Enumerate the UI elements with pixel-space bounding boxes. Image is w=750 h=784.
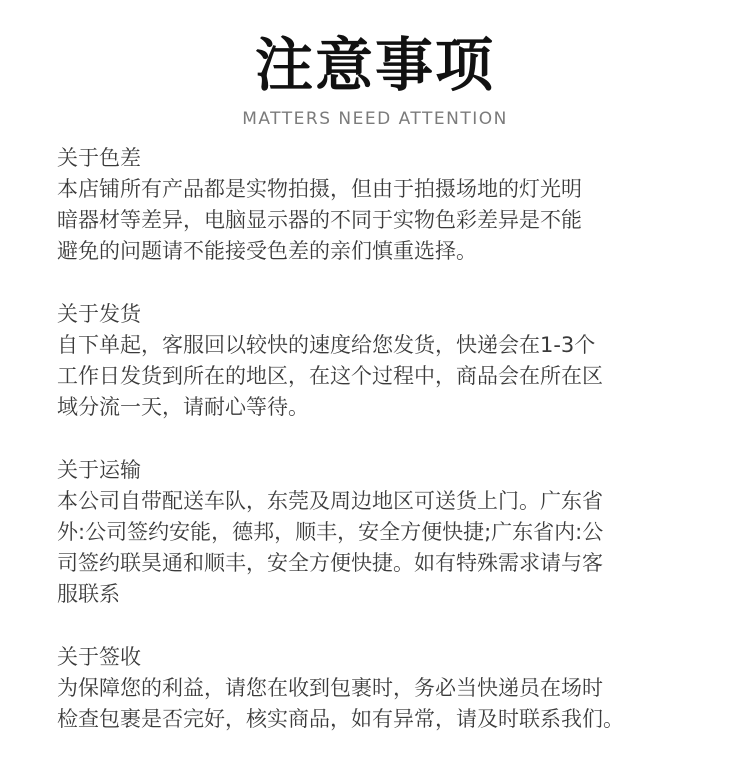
section-line: 外:公司签约安能，德邦，顺丰，安全方便快捷;广东省内:公: [57, 520, 604, 544]
section-line: 本公司自带配送车队，东莞及周边地区可送货上门。广东省: [57, 489, 603, 513]
section-line: 司签约联昊通和顺丰，安全方便快捷。如有特殊需求请与客: [57, 551, 603, 575]
section-transport: [57, 455, 737, 610]
section-heading: 关于色差: [57, 146, 141, 170]
section-line: 本店铺所有产品都是实物拍摄，但由于拍摄场地的灯光明: [57, 177, 582, 201]
section-line: 避免的问题请不能接受色差的亲们慎重选择。: [57, 239, 477, 263]
page-title: 注意事项: [254, 31, 495, 99]
page-subtitle: MATTERS NEED ATTENTION: [242, 109, 508, 129]
section-color-difference: [57, 143, 737, 267]
section-line: 暗器材等差异，电脑显示器的不同于实物色彩差异是不能: [57, 208, 582, 232]
section-body: [57, 486, 737, 610]
notice-content: [57, 143, 737, 767]
section-heading: 关于运输: [57, 458, 141, 482]
section-body: [57, 174, 737, 267]
page-header: [0, 30, 750, 130]
section-line: 工作日发货到所在的地区，在这个过程中，商品会在所在区: [57, 364, 603, 388]
section-heading: 关于发货: [57, 302, 141, 326]
section-line: 域分流一天，请耐心等待。: [57, 395, 309, 419]
section-body: [57, 330, 737, 423]
section-signing: [57, 642, 737, 735]
section-body: [57, 673, 737, 735]
section-line: 自下单起，客服回以较快的速度给您发货，快递会在1-3个: [57, 333, 596, 357]
section-line: 服联系: [57, 582, 120, 606]
section-line: 检查包裹是否完好，核实商品，如有异常，请及时联系我们。: [57, 707, 624, 731]
section-shipping: [57, 299, 737, 423]
section-heading: 关于签收: [57, 645, 141, 669]
section-line: 为保障您的利益，请您在收到包裹时，务必当快递员在场时: [57, 676, 603, 700]
